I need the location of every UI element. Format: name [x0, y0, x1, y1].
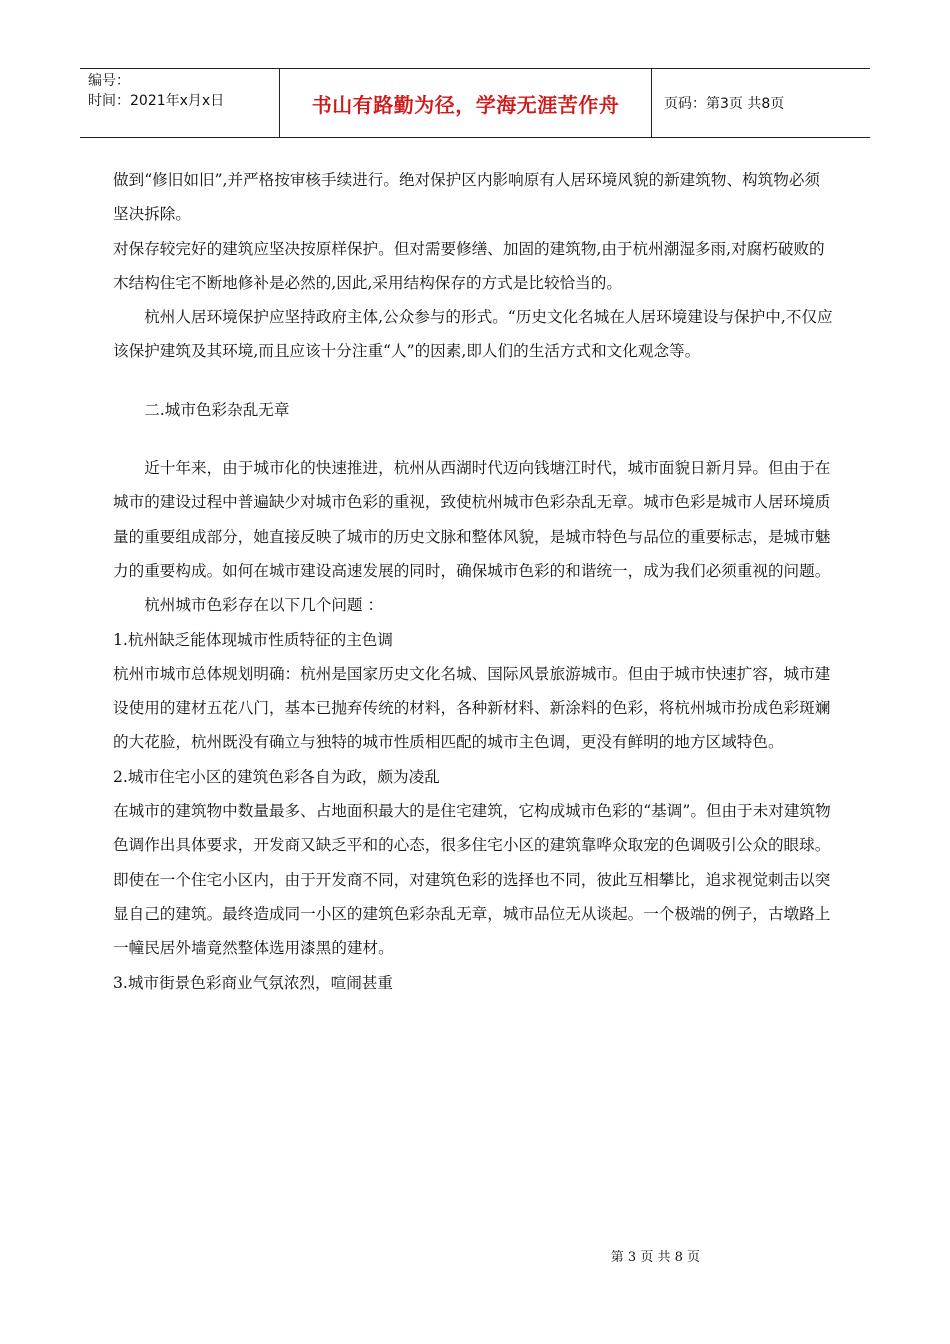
subheading: 3.城市街景色彩商业气氛浓烈，喧闹甚重 — [113, 973, 393, 992]
paragraph: 做到“修旧如旧”,并严格按审核手续进行。绝对保护区内影响原有人居环境风貌的新建筑物、构筑物必须坚决拆除。 — [113, 171, 821, 224]
paragraph: 对保存较完好的建筑应坚决按原样保护。但对需要修缮、加固的建筑物,由于杭州潮湿多雨,对腐朽破败的木结构住宅不断地修补是必然的,因此,采用结构保存的方式是比较恰当的。 — [113, 239, 825, 292]
subheading: 1.杭州缺乏能体现城市性质特征的主色调 — [113, 630, 393, 649]
header-motto-cell — [280, 69, 652, 137]
footer-page-number: 第 3 页 共 8 页 — [610, 1250, 700, 1265]
header-number-label: 编号： — [88, 73, 130, 89]
paragraph: 近十年来，由于城市化的快速推进，杭州从西湖时代迈向钱塘江时代，城市面貌日新月异。但由于在城市的建设过程中普遍缺少对城市色彩的重视，致使杭州城市色彩杂乱无章。城市色彩是城市人居环境质量的重要组成部分，她直接反映了城市的历史文脉和整体风貌，是城市特色与品位的重要标志，是城市魅力的重要构成。如何在城市建设高速发展的同时，确保城市色彩的和谐统一，成为我们必须重视的问题。 — [113, 459, 831, 580]
paragraph: 在城市的建筑物中数量最多、占地面积最大的是住宅建筑，它构成城市色彩的“基调”。但由于未对建筑物色调作出具体要求，开发商又缺乏平和的心态，很多住宅小区的建筑靠哗众取宠的色调吸引公众的眼球。即使在一个住宅小区内，由于开发商不同，对建筑色彩的选择也不同，彼此互相攀比，追求视觉刺击以突显自己的建筑。最终造成同一小区的建筑色彩杂乱无章，城市品位无从谈起。一个极端的例子，古墩路上一幢民居外墙竟然整体选用漆黑的建材。 — [113, 802, 831, 958]
paragraph: 杭州市城市总体规划明确：杭州是国家历史文化名城、国际风景旅游城市。但由于城市快速扩容，城市建设使用的建材五花八门，基本已抛弃传统的材料，各种新材料、新涂料的色彩，将杭州城市扮成色彩斑斓的大花脸，杭州既没有确立与独特的城市性质相匹配的城市主色调，更没有鲜明的地方区域特色。 — [113, 664, 831, 752]
page-header — [80, 68, 870, 138]
subheading: 2.城市住宅小区的建筑色彩各自为政，颇为凌乱 — [113, 767, 440, 786]
document-body — [113, 163, 833, 1000]
header-page-cell — [652, 69, 870, 137]
section-heading: 二.城市色彩杂乱无章 — [144, 400, 290, 419]
header-motto: 书山有路勤为径，学海无涯苦作舟 — [311, 92, 620, 117]
header-time-label: 时间：2021年x月x日 — [88, 93, 225, 109]
paragraph: 杭州城市色彩存在以下几个问题 ： — [144, 596, 384, 615]
paragraph: 杭州人居环境保护应坚持政府主体,公众参与的形式。“历史文化名城在人居环境建设与保护中,不仅应该保护建筑及其环境,而且应该十分注重“人”的因素,即人们的生活方式和文化观念等。 — [113, 308, 833, 361]
page-footer — [0, 1246, 950, 1265]
header-page-label: 页码：第3页 共8页 — [664, 96, 785, 112]
header-meta — [80, 69, 280, 137]
